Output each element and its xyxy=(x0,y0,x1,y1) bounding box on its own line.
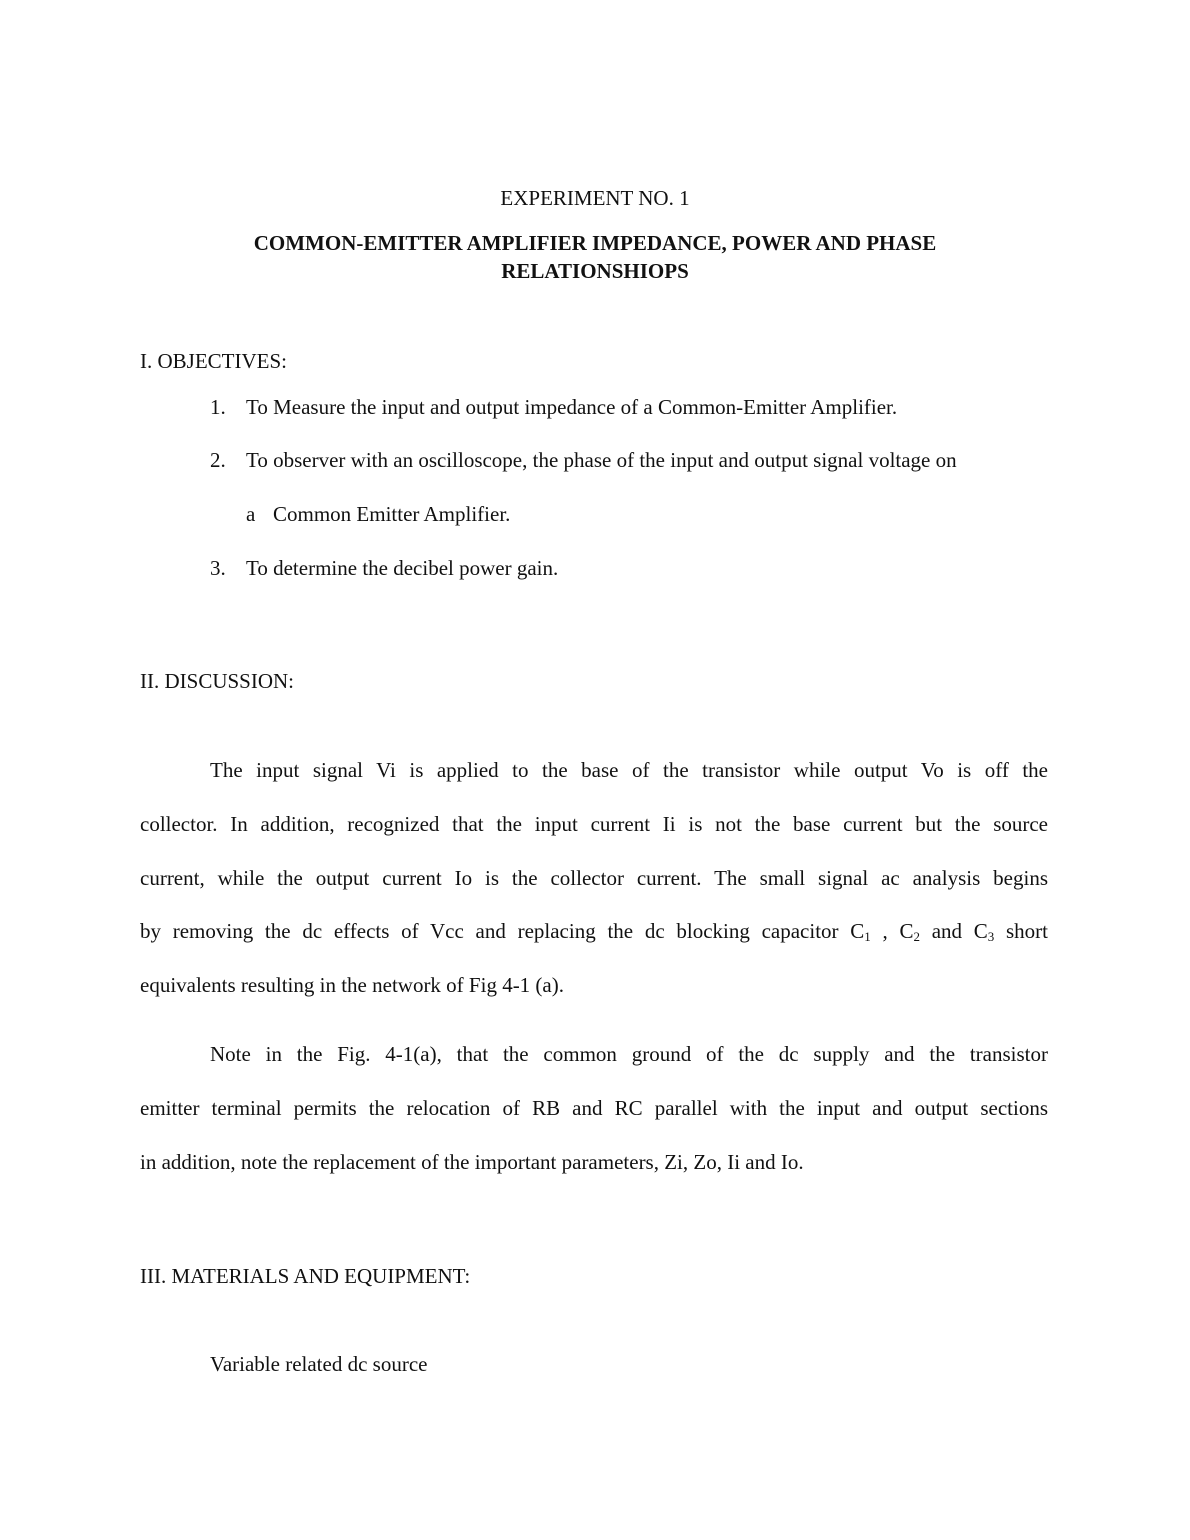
line-text: , C xyxy=(870,919,914,943)
materials-heading: III. MATERIALS AND EQUIPMENT: xyxy=(140,1264,471,1288)
paragraph-line xyxy=(140,921,1048,942)
discussion-heading: II. DISCUSSION: xyxy=(140,669,295,693)
paragraph-line: The input signal Vi is applied to the base of the transistor while output Vo is off the xyxy=(210,758,1048,782)
objective-continuation-marker: a xyxy=(246,502,256,526)
objective-number: 1. xyxy=(210,395,226,419)
paragraph-line: emitter terminal permits the relocation of RB and RC parallel with the input and output sections xyxy=(140,1096,1048,1120)
paragraph-line: Note in the Fig. 4-1(a), that the common ground of the dc supply and the transistor xyxy=(210,1042,1048,1066)
paragraph-line: in addition, note the replacement of the important parameters, Zi, Zo, Ii and Io. xyxy=(140,1150,804,1174)
objective-text: To determine the decibel power gain. xyxy=(246,556,559,580)
paragraph-line: current, while the output current Io is the collector current. The small signal ac analysis begins xyxy=(140,866,1048,890)
line-text: and C xyxy=(919,919,988,943)
objective-text: To Measure the input and output impedance of a Common-Emitter Amplifier. xyxy=(246,395,898,419)
subscript: 1 xyxy=(864,929,871,944)
objective-text: To observer with an oscilloscope, the phase of the input and output signal voltage on xyxy=(246,448,957,472)
line-text: short xyxy=(994,919,1048,943)
document-title-line-2: RELATIONSHIOPS xyxy=(501,259,689,283)
paragraph-line: collector. In addition, recognized that the input current Ii is not the base current but the source xyxy=(140,812,1048,836)
objective-number: 3. xyxy=(210,556,226,580)
objective-continuation-text: Common Emitter Amplifier. xyxy=(273,502,511,526)
line-text: by removing the dc effects of Vcc and replacing the dc blocking capacitor C xyxy=(140,919,865,943)
paragraph-line: equivalents resulting in the network of Fig 4-1 (a). xyxy=(140,973,564,997)
subscript: 3 xyxy=(987,929,995,944)
materials-item: Variable related dc source xyxy=(210,1352,428,1376)
document-title-line-1: COMMON-EMITTER AMPLIFIER IMPEDANCE, POWER AND PHASE xyxy=(253,231,937,255)
experiment-number: EXPERIMENT NO. 1 xyxy=(500,186,690,210)
objective-number: 2. xyxy=(210,448,226,472)
objectives-heading: I. OBJECTIVES: xyxy=(140,349,287,373)
subscript: 2 xyxy=(913,929,920,944)
